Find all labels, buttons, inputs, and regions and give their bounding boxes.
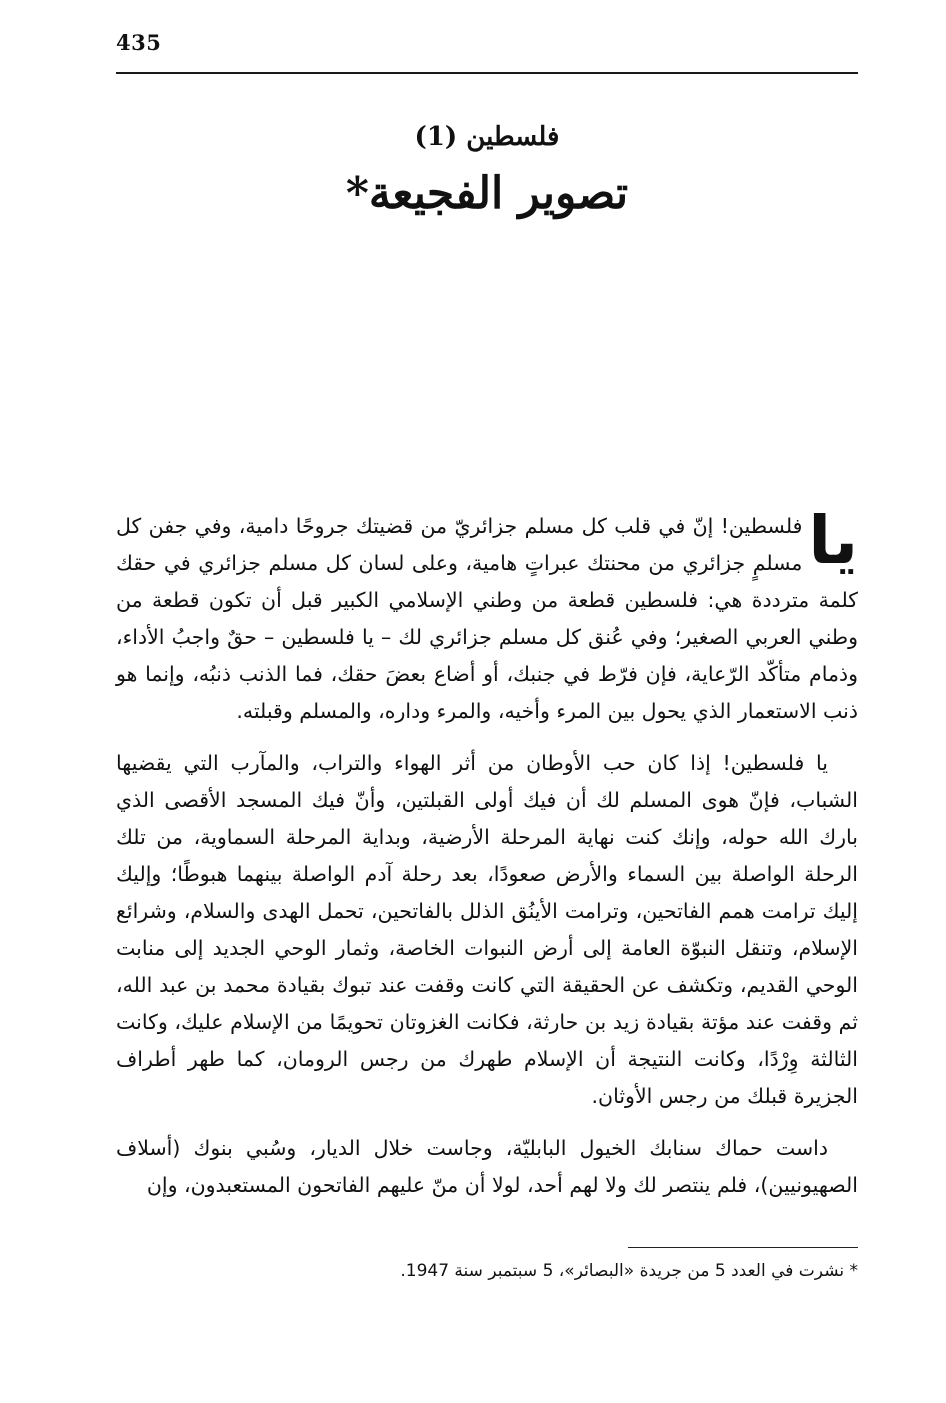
paragraph-1-text: فلسطين! إنّ في قلب كل مسلم جزائريّ من قضيتك جروحًا دامية، وفي جفن كل مسلمٍ جزائري من محنتك عبراتٍ هامية، وعلى لسان كل مسلم جزائري في حقك كلمة مترددة هي: فلسطين قطعة من وطني الإسلامي الكبير قبل أن تكون قطعة من وطني العربي الصغير؛ وفي عُنق كل مسلم جزائري لك – يا فلسطين – حقٌ واجبُ الأداء، وذمام متأكّد الرّعاية، فإن فرّط في جنبك، أو أضاع بعضَ حقك، فما الذنب ذنبُه، وإنما هو ذنب الاستعمار الذي يحول بين المرء وأخيه، والمرء وداره، والمسلم وقبلته. [116,514,858,723]
article-title: تصوير الفجيعة* [345,168,629,219]
footnote-rule [628,1247,858,1248]
paragraph-1 [116,502,858,730]
article-body [116,502,858,1219]
drop-cap: يا [808,502,858,579]
footnote: * نشرت في العدد 5 من جريدة «البصائر»، 5 سبتمبر سنة 1947. [400,1261,858,1281]
paragraph-3: داست حماك سنابك الخيول البابليّة، وجاست خلال الديار، وسُبي بنوك (أسلاف الصهيونيين)، فلم ينتصر لك ولا لهم أحد، لولا أن منّ عليهم الفاتحون المستعبدون، وإن [116,1136,858,1197]
paragraph-2: يا فلسطين! إذا كان حب الأوطان من أثر الهواء والتراب، والمآرب التي يقضيها الشباب، فإنّ هوى المسلم لك أن فيك أولى القبلتين، وأنّ فيك المسجد الأقصى الذي بارك الله حوله، وإنك كنت نهاية المرحلة الأرضية، وبداية المرحلة السماوية، من تلك الرحلة الواصلة بين السماء والأرض صعودًا، بعد رحلة آدم الواصلة بينهما هبوطًا؛ وإليك إليك ترامت همم الفاتحين، وترامت الأينُق الذلل بالفاتحين، تحمل الهدى والسلام، وشرائع الإسلام، وتنقل النبوّة العامة إلى أرض النبوات الخاصة، وثمار الوحي الجديد إلى منابت الوحي القديم، وتكشف عن الحقيقة التي كانت وقفت عند تبوك بقيادة محمد بن عبد الله، ثم وقفت عند مؤتة بقيادة زيد بن حارثة، فكانت الغزوتان تحويمًا من الإسلام عليك، وكانت الثالثة وِرْدًا، وكانت النتيجة أن الإسلام طهرك من رجس الرومان، كما طهر أطراف الجزيرة قبلك من رجس الأوثان. [116,751,858,1108]
section-title: فلسطين (1) [414,122,560,152]
page-number: 435 [116,30,162,55]
header-rule [116,72,858,74]
